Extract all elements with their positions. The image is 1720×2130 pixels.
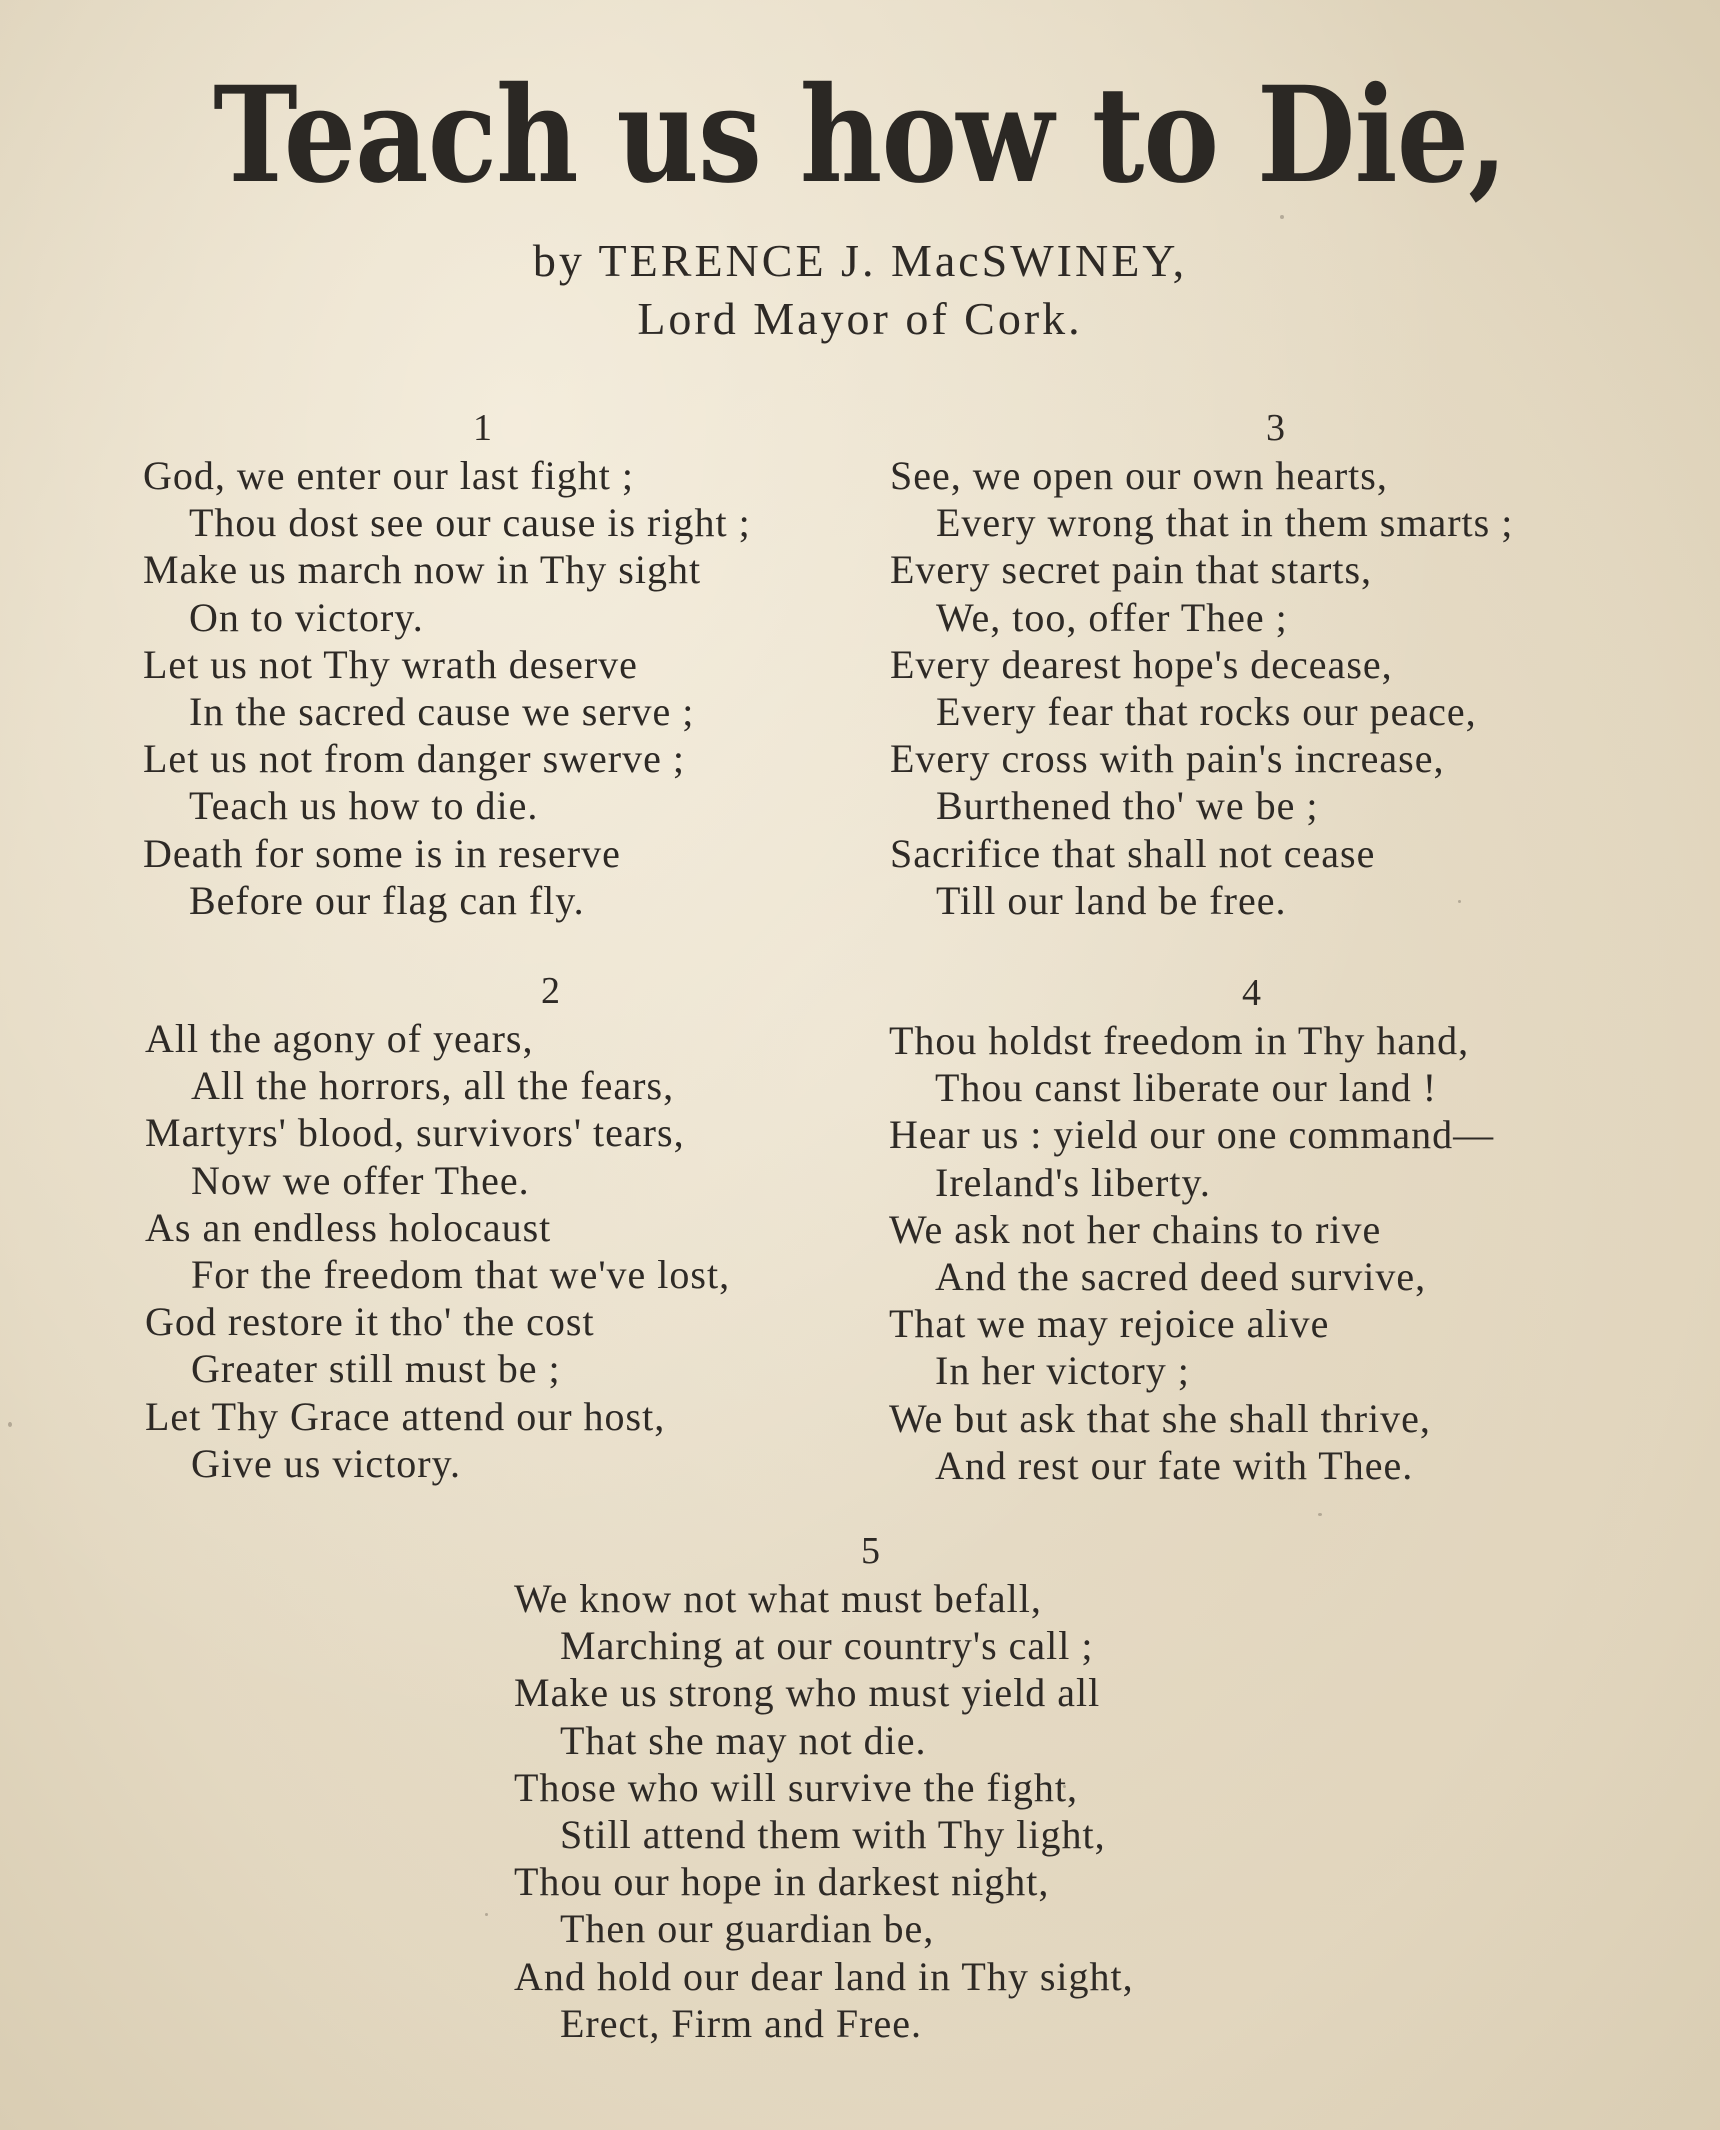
verse-line: Thou dost see our cause is right ; [189, 500, 751, 546]
verse-line: Let us not from danger swerve ; [143, 736, 685, 782]
verse-line: Still attend them with Thy light, [560, 1812, 1106, 1858]
stanza-2 [145, 968, 845, 1487]
poem-title: Teach us how to Die, [213, 58, 1507, 213]
verse-line: Make us strong who must yield all [514, 1670, 1101, 1716]
verse-line: Thou our hope in darkest night, [514, 1859, 1050, 1905]
verse-line: As an endless holocaust [145, 1204, 552, 1250]
verse-line: For the freedom that we've lost, [191, 1252, 731, 1298]
verse-line: Thou canst liberate our land ! [935, 1065, 1438, 1111]
verse-line: Every dearest hope's decease, [890, 641, 1393, 687]
verse-line: All the horrors, all the fears, [191, 1063, 675, 1109]
author-position: Lord Mayor of Cork. [637, 293, 1083, 344]
paper-speck [8, 1422, 12, 1427]
verse-line: Greater still must be ; [191, 1346, 561, 1392]
verse-line: Burthened tho' we be ; [936, 783, 1319, 829]
verse-line: Now we offer Thee. [191, 1157, 530, 1203]
verse-line: In the sacred cause we serve ; [189, 689, 695, 735]
stanza-number: 3 [1266, 407, 1286, 449]
stanza-number: 2 [541, 970, 561, 1012]
stanza-3 [890, 405, 1650, 924]
verse-line: Sacrifice that shall not cease [890, 830, 1376, 876]
verse-line: We ask not her chains to rive [889, 1206, 1382, 1252]
stanza-1 [143, 405, 843, 924]
verse-line: We, too, offer Thee ; [936, 594, 1288, 640]
verse-line: Thou holdst freedom in Thy hand, [889, 1018, 1470, 1063]
stanza-number: 4 [1242, 972, 1262, 1014]
verse-line: Give us victory. [191, 1440, 462, 1486]
paper-speck [1458, 900, 1461, 903]
verse-line: In her victory ; [935, 1348, 1190, 1394]
verse-line: Every wrong that in them smarts ; [936, 500, 1514, 546]
paper-speck [1280, 215, 1284, 219]
verse-line: And hold our dear land in Thy sight, [514, 1953, 1134, 1999]
verse-line: Hear us : yield our one command— [889, 1112, 1495, 1158]
verse-line: Let Thy Grace attend our host, [145, 1393, 666, 1439]
verse-line: Martyrs' blood, survivors' tears, [145, 1110, 685, 1156]
author-line: by TERENCE J. MacSWINEY, [532, 235, 1188, 286]
verse-line: Till our land be free. [936, 877, 1287, 923]
verse-line: Every secret pain that starts, [890, 547, 1373, 593]
verse-line: We but ask that she shall thrive, [889, 1395, 1431, 1441]
verse-line: That she may not die. [560, 1717, 927, 1763]
stanza-4 [889, 970, 1649, 1489]
verse-line: Those who will survive the fight, [514, 1764, 1079, 1810]
byline [0, 232, 1720, 348]
verse-line: We know not what must befall, [514, 1576, 1042, 1621]
stanza-number: 1 [473, 407, 493, 449]
paper-speck [485, 1913, 488, 1916]
verse-line: God restore it tho' the cost [145, 1299, 595, 1345]
verse-line: And the sacred deed survive, [935, 1254, 1427, 1300]
verse-line: Make us march now in Thy sight [143, 547, 702, 593]
verse-line: And rest our fate with Thee. [935, 1442, 1414, 1488]
verse-line: Erect, Firm and Free. [560, 2000, 922, 2046]
verse-line: Every cross with pain's increase, [890, 736, 1445, 782]
verse-line: Death for some is in reserve [143, 830, 621, 876]
verse-line: Then our guardian be, [560, 1906, 935, 1952]
verse-line: Teach us how to die. [189, 783, 539, 829]
verse-line: Marching at our country's call ; [560, 1623, 1094, 1669]
stanza-5 [514, 1528, 1274, 2047]
verse-line: All the agony of years, [145, 1016, 534, 1061]
verse-line: See, we open our own hearts, [890, 453, 1388, 498]
verse-line: Every fear that rocks our peace, [936, 689, 1477, 735]
stanza-number: 5 [861, 1530, 881, 1572]
paper-speck [1318, 1513, 1322, 1516]
paper-speck [1063, 1785, 1066, 1788]
verse-line: God, we enter our last fight ; [143, 453, 634, 498]
verse-line: Let us not Thy wrath deserve [143, 641, 638, 687]
verse-line: On to victory. [189, 594, 424, 640]
verse-line: Ireland's liberty. [935, 1159, 1211, 1205]
verse-line: Before our flag can fly. [189, 877, 585, 923]
verse-line: That we may rejoice alive [889, 1301, 1330, 1347]
